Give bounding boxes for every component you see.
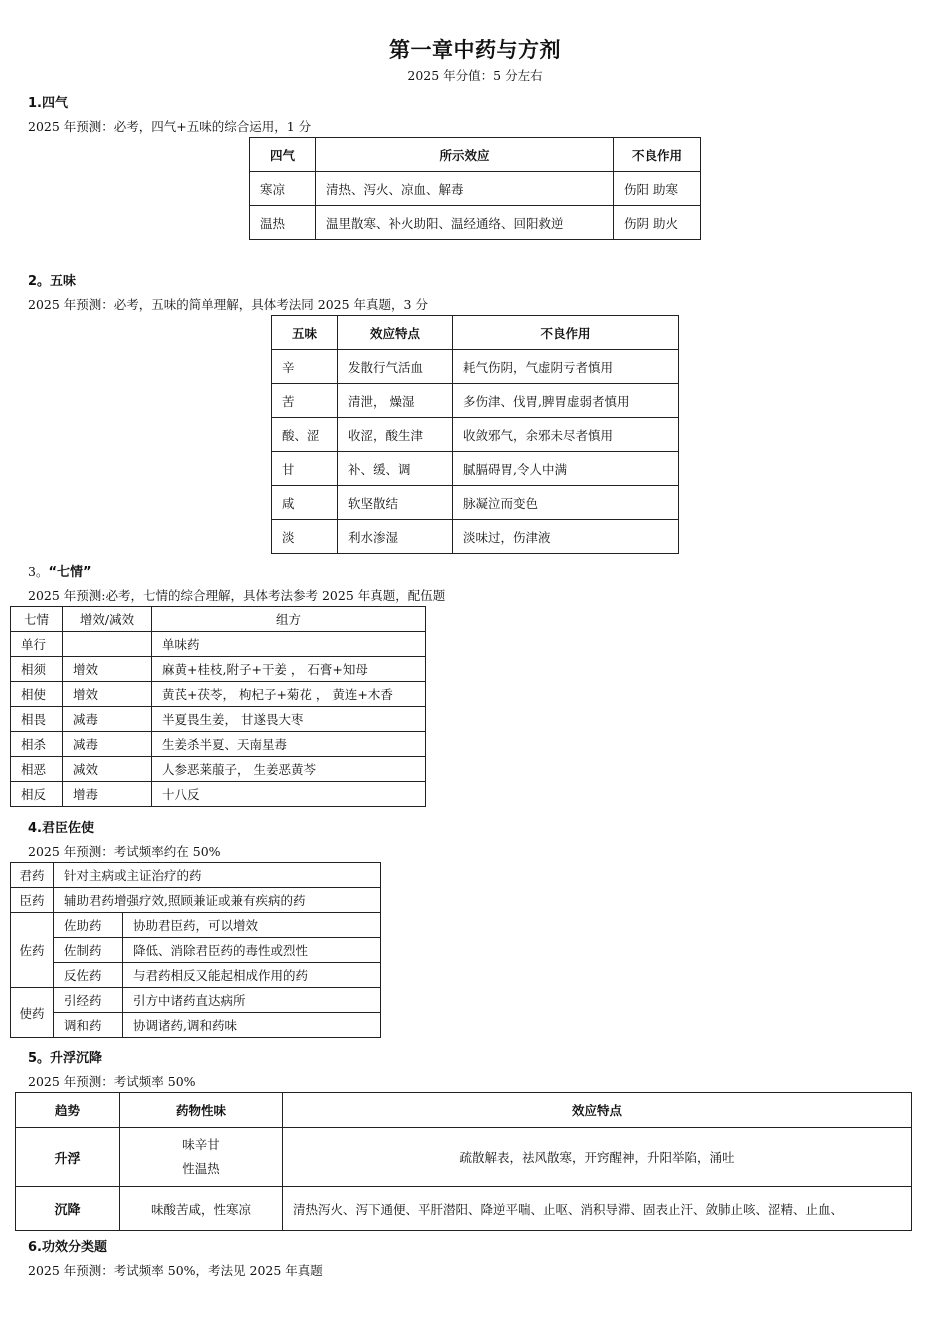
table-cell: 降低、消除君臣药的毒性或烈性	[123, 938, 381, 963]
table-cell: 多伤津、伐胃,脾胃虚弱者慎用	[453, 384, 679, 418]
table-cell: 清热泻火、泻下通便、平肝潜阳、降逆平喘、止呕、消积导滞、固表止汗、敛肺止咳、涩精、止血、	[283, 1187, 912, 1231]
table-cell	[63, 632, 152, 657]
table-row	[11, 1013, 381, 1038]
table-row	[11, 863, 381, 888]
table-cell: 十八反	[152, 782, 426, 807]
table-row	[11, 732, 426, 757]
table-row	[272, 350, 679, 384]
section-5-heading: 5。升浮沉降	[28, 1051, 103, 1066]
page-subtitle: 2025 年分值：5 分左右	[407, 68, 543, 83]
table-row	[272, 418, 679, 452]
table-header: 七情	[11, 607, 63, 632]
table-row	[16, 1187, 912, 1231]
table-cell: 佐制药	[54, 938, 123, 963]
section-4-heading: 4.君臣佐使	[28, 821, 94, 836]
table-row	[250, 206, 701, 240]
table-row	[11, 632, 426, 657]
table-header: 组方	[152, 607, 426, 632]
table-row	[11, 988, 381, 1013]
table-cell: 利水渗湿	[338, 520, 453, 554]
table-cell: 麻黄+桂枝,附子+干姜 ， 石膏+知母	[152, 657, 426, 682]
table-row	[11, 913, 381, 938]
table-cell: 减毒	[63, 707, 152, 732]
section-4-note: 2025 年预测：考试频率约在 50%	[28, 844, 221, 859]
table-row	[272, 520, 679, 554]
page-title: 第一章中药与方剂	[389, 38, 561, 62]
table-cell: 清泄， 燥湿	[338, 384, 453, 418]
table-row	[11, 938, 381, 963]
table-cell: 减毒	[63, 732, 152, 757]
five-tastes-table	[271, 315, 679, 554]
table-cell: 升浮	[16, 1128, 120, 1187]
table-cell: 调和药	[54, 1013, 123, 1038]
table-cell: 辛	[272, 350, 338, 384]
section-5-note: 2025 年预测：考试频率 50%	[28, 1074, 196, 1089]
jun-chen-zuo-shi-table	[10, 862, 381, 1038]
table-cell: 温里散寒、补火助阳、温经通络、回阳救逆	[316, 206, 614, 240]
table-header: 五味	[272, 316, 338, 350]
table-row	[11, 782, 426, 807]
table-cell: 相杀	[11, 732, 63, 757]
section-3-heading	[28, 561, 92, 580]
table-cell: 相恶	[11, 757, 63, 782]
table-cell: 耗气伤阴，气虚阴亏者慎用	[453, 350, 679, 384]
table-header: 效应特点	[283, 1093, 912, 1128]
table-cell: 温热	[250, 206, 316, 240]
table-header: 效应特点	[338, 316, 453, 350]
table-row	[11, 682, 426, 707]
section-6-note: 2025 年预测：考试频率 50%，考法见 2025 年真题	[28, 1263, 323, 1278]
table-header: 不良作用	[614, 138, 701, 172]
four-qi-table	[249, 137, 701, 240]
table-cell: 腻膈碍胃,令人中满	[453, 452, 679, 486]
table-header: 所示效应	[316, 138, 614, 172]
table-cell: 伤阴 助火	[614, 206, 701, 240]
table-row	[11, 757, 426, 782]
table-cell: 软坚散结	[338, 486, 453, 520]
table-cell: 收敛邪气，余邪未尽者慎用	[453, 418, 679, 452]
table-header: 趋势	[16, 1093, 120, 1128]
table-cell: 增效	[63, 657, 152, 682]
table-cell: 增效	[63, 682, 152, 707]
table-header: 增效/减效	[63, 607, 152, 632]
table-cell: 收涩，酸生津	[338, 418, 453, 452]
table-cell: 反佐药	[54, 963, 123, 988]
table-row	[16, 1128, 912, 1187]
section-2-heading: 2。五味	[28, 274, 77, 289]
taste-line: 味辛甘	[182, 1137, 220, 1152]
table-row	[11, 707, 426, 732]
table-cell: 佐药	[11, 913, 54, 988]
table-cell: 臣药	[11, 888, 54, 913]
table-cell: 辅助君药增强疗效,照顾兼证或兼有疾病的药	[54, 888, 381, 913]
table-cell: 发散行气活血	[338, 350, 453, 384]
table-cell	[120, 1128, 283, 1187]
table-cell: 相须	[11, 657, 63, 682]
table-cell: 沉降	[16, 1187, 120, 1231]
table-cell: 酸、涩	[272, 418, 338, 452]
table-cell: 单味药	[152, 632, 426, 657]
table-header: 药物性味	[120, 1093, 283, 1128]
table-header: 不良作用	[453, 316, 679, 350]
table-cell: 针对主病或主证治疗的药	[54, 863, 381, 888]
seven-relations-table	[10, 606, 426, 807]
table-cell: 君药	[11, 863, 54, 888]
table-cell: 甘	[272, 452, 338, 486]
section-1-note: 2025 年预测：必考，四气+五味的综合运用，1 分	[28, 119, 312, 134]
table-cell: 协助君臣药，可以增效	[123, 913, 381, 938]
table-cell: 相畏	[11, 707, 63, 732]
table-cell: 协调诸药,调和药味	[123, 1013, 381, 1038]
table-cell: 人参恶莱菔子， 生姜恶黄芩	[152, 757, 426, 782]
table-cell: 淡	[272, 520, 338, 554]
table-cell: 淡味过，伤津液	[453, 520, 679, 554]
section-1-heading: 1.四气	[28, 96, 68, 111]
table-cell: 补、缓、调	[338, 452, 453, 486]
table-header: 四气	[250, 138, 316, 172]
ascend-descend-table	[15, 1092, 912, 1231]
section-3-heading-title: “七情”	[48, 565, 92, 580]
table-row	[250, 172, 701, 206]
table-cell: 引经药	[54, 988, 123, 1013]
table-cell: 清热、泻火、凉血、解毒	[316, 172, 614, 206]
table-cell: 单行	[11, 632, 63, 657]
table-cell: 半夏畏生姜， 甘遂畏大枣	[152, 707, 426, 732]
table-cell: 与君药相反又能起相成作用的药	[123, 963, 381, 988]
table-row	[272, 486, 679, 520]
table-row	[11, 888, 381, 913]
table-cell: 疏散解表，祛风散寒，开窍醒神，升阳举陷，涌吐	[283, 1128, 912, 1187]
table-cell: 减效	[63, 757, 152, 782]
table-cell: 引方中诸药直达病所	[123, 988, 381, 1013]
table-cell: 佐助药	[54, 913, 123, 938]
table-cell: 相使	[11, 682, 63, 707]
section-6-heading: 6.功效分类题	[28, 1240, 107, 1255]
table-cell: 增毒	[63, 782, 152, 807]
table-cell: 伤阳 助寒	[614, 172, 701, 206]
table-row	[11, 963, 381, 988]
section-3-heading-prefix: 3。	[28, 564, 49, 579]
table-cell: 寒凉	[250, 172, 316, 206]
table-cell: 味酸苦咸，性寒凉	[120, 1187, 283, 1231]
table-cell: 相反	[11, 782, 63, 807]
table-row	[272, 452, 679, 486]
section-3-note: 2025 年预测:必考，七情的综合理解，具体考法参考 2025 年真题，配伍题	[28, 588, 446, 603]
taste-line: 性温热	[182, 1161, 220, 1176]
table-cell: 咸	[272, 486, 338, 520]
table-cell: 脉凝泣而变色	[453, 486, 679, 520]
section-2-note: 2025 年预测：必考，五味的简单理解，具体考法同 2025 年真题，3 分	[28, 297, 428, 312]
table-row	[272, 384, 679, 418]
table-row	[11, 657, 426, 682]
table-cell: 使药	[11, 988, 54, 1038]
table-cell: 苦	[272, 384, 338, 418]
table-cell: 生姜杀半夏、天南星毒	[152, 732, 426, 757]
table-cell: 黄芪+茯苓， 枸杞子+菊花 ， 黄连+木香	[152, 682, 426, 707]
